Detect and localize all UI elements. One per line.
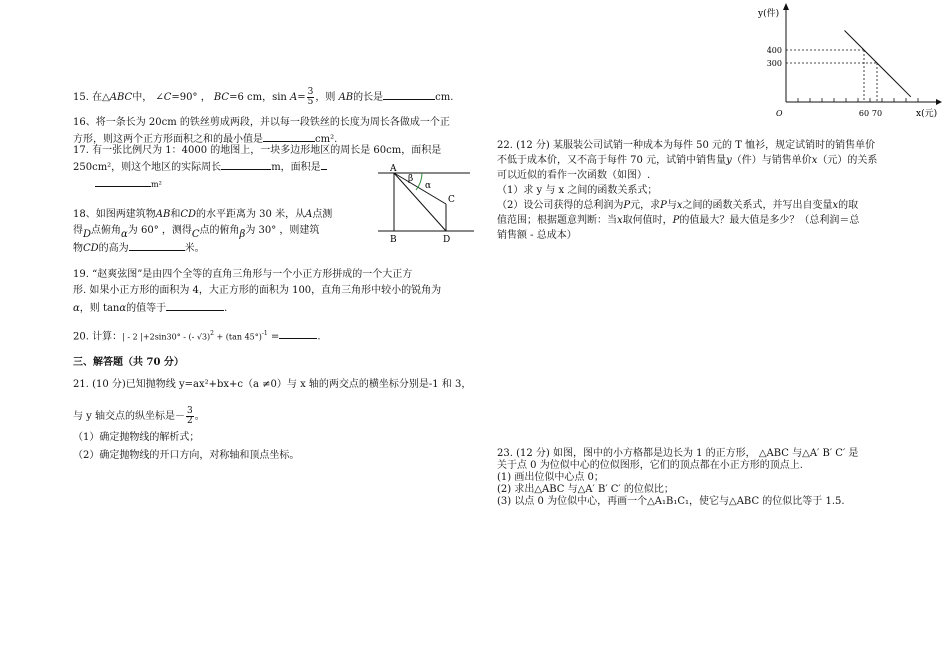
question-20: 20. 计算：| - 2 |+2sin30° - (- √3)$^2$ + (tan 45°)$^{-1}$ = . [73,326,321,344]
label-b: B [390,235,397,245]
demand-line [845,31,911,97]
x-tick-label: 70 [871,109,883,118]
answer-blank [383,88,435,100]
question-22: 22. (12 分) 某服装公司试销一种成本为每件 50 元的 T 恤衫，规定试销时的销售单价 不低于成本价，又不高于每件 70 元，试销中销售量y（件）与销售单价x（元）的关系 可以近似的看作一次函数（如图）. （1）求 y 与 x 之间的函数关系式； （2）设公司获得的总利润为P元，求P与x之间的函数关系式，并写出自变量x的取 值范围；根据题意判断：当x取何值时，P的值最大？最大值是多少？（总利润＝总 销售额 - 总成本） [497,140,878,241]
question-19: 19. “赵爽弦图”是由四个全等的直角三角形与一个小正方形拼成的一个大正方 形. 如果小正方形的面积为 4，大正方形的面积为 100，直角三角形中较小的锐角为 α，则 tanα的值等于 . [73,269,442,314]
label-beta: β [408,174,414,184]
y-axis-arrow [783,3,789,10]
label-d: D [443,235,451,245]
sales-chart [756,0,948,128]
y-tick-label: 400 [766,46,782,55]
label-alpha: α [425,181,432,191]
x-tick-label: 60 [858,109,870,118]
label-c: C [448,195,455,205]
answer-blank [263,130,315,142]
line-ac [394,173,446,204]
answer-blank [129,239,185,251]
question-15: 15. 在△ABC中， ∠C=90° ， BC=6 cm，sin A= $\frac{3}{5}$ ，则 AB的长是 cm. [73,87,454,107]
fraction-3-5: $\frac{3}{5}$ [307,87,314,107]
origin-label: O [776,109,783,118]
question-17: 17. 有一张比例尺为 1：4000 的地图上，一块多边形地区的周长是 60cm，面积是 250cm²，则这个地区的实际周长 m，面积是 m² [73,145,442,189]
answer-blank [321,158,327,170]
answer-blank [221,158,271,170]
question-16: 16、将一条长为 20cm 的铁丝剪成两段，并以每一段铁丝的长度为周长各做成一个正 方形，则这两个正方形面积之和的最小值是 cm². [73,117,450,145]
y-tick-label: 300 [766,59,782,68]
question-21: 21. (10 分)已知抛物线 y=ax²+bx+c（a ≠0）与 x 轴的两交点的横坐标分别是-1 和 3， 与 y 轴交点的纵坐标是－ $\frac{3}{2}$ 。 （1）确定抛物线的解析式； （2）确定抛物线的开口方向，对称轴和顶点坐标。 [73,379,472,461]
label-a: A [390,164,397,174]
fraction-3-2: $\frac{3}{2}$ [187,406,193,426]
section-3-heading: 三、解答题（共 70 分） [73,357,184,368]
answer-blank [95,175,151,187]
answer-blank [166,299,224,311]
x-axis-label: x(元) [916,109,938,119]
y-axis-label: y(件) [758,9,780,19]
answer-blank [279,327,317,339]
building-figure [378,160,478,248]
question-23: 23. (12 分) 如图，图中的小方格都是边长为 1 的正方形， △ABC 与△A′ B′ C′ 是 关于点 0 为位似中心的位似图形，它们的顶点都在小正方形的顶点上. (1) 画出位似中心点 0； (2) 求出△ABC 与△A′ B′ C′ 的位似比； (3) 以点 0 为位似中心，再画一个△A₁B₁C₁，使它与△ABC 的位似比等于 1.5. [497,448,859,507]
line-ad [394,173,446,231]
x-axis-arrow [936,99,942,105]
question-18: 18、如图两建筑物AB和CD的水平距离为 30 米，从A点测 得D点俯角α为 60° ，测得C点的俯角β为 30° ，则建筑 物CD的高为 米。 [73,209,333,254]
